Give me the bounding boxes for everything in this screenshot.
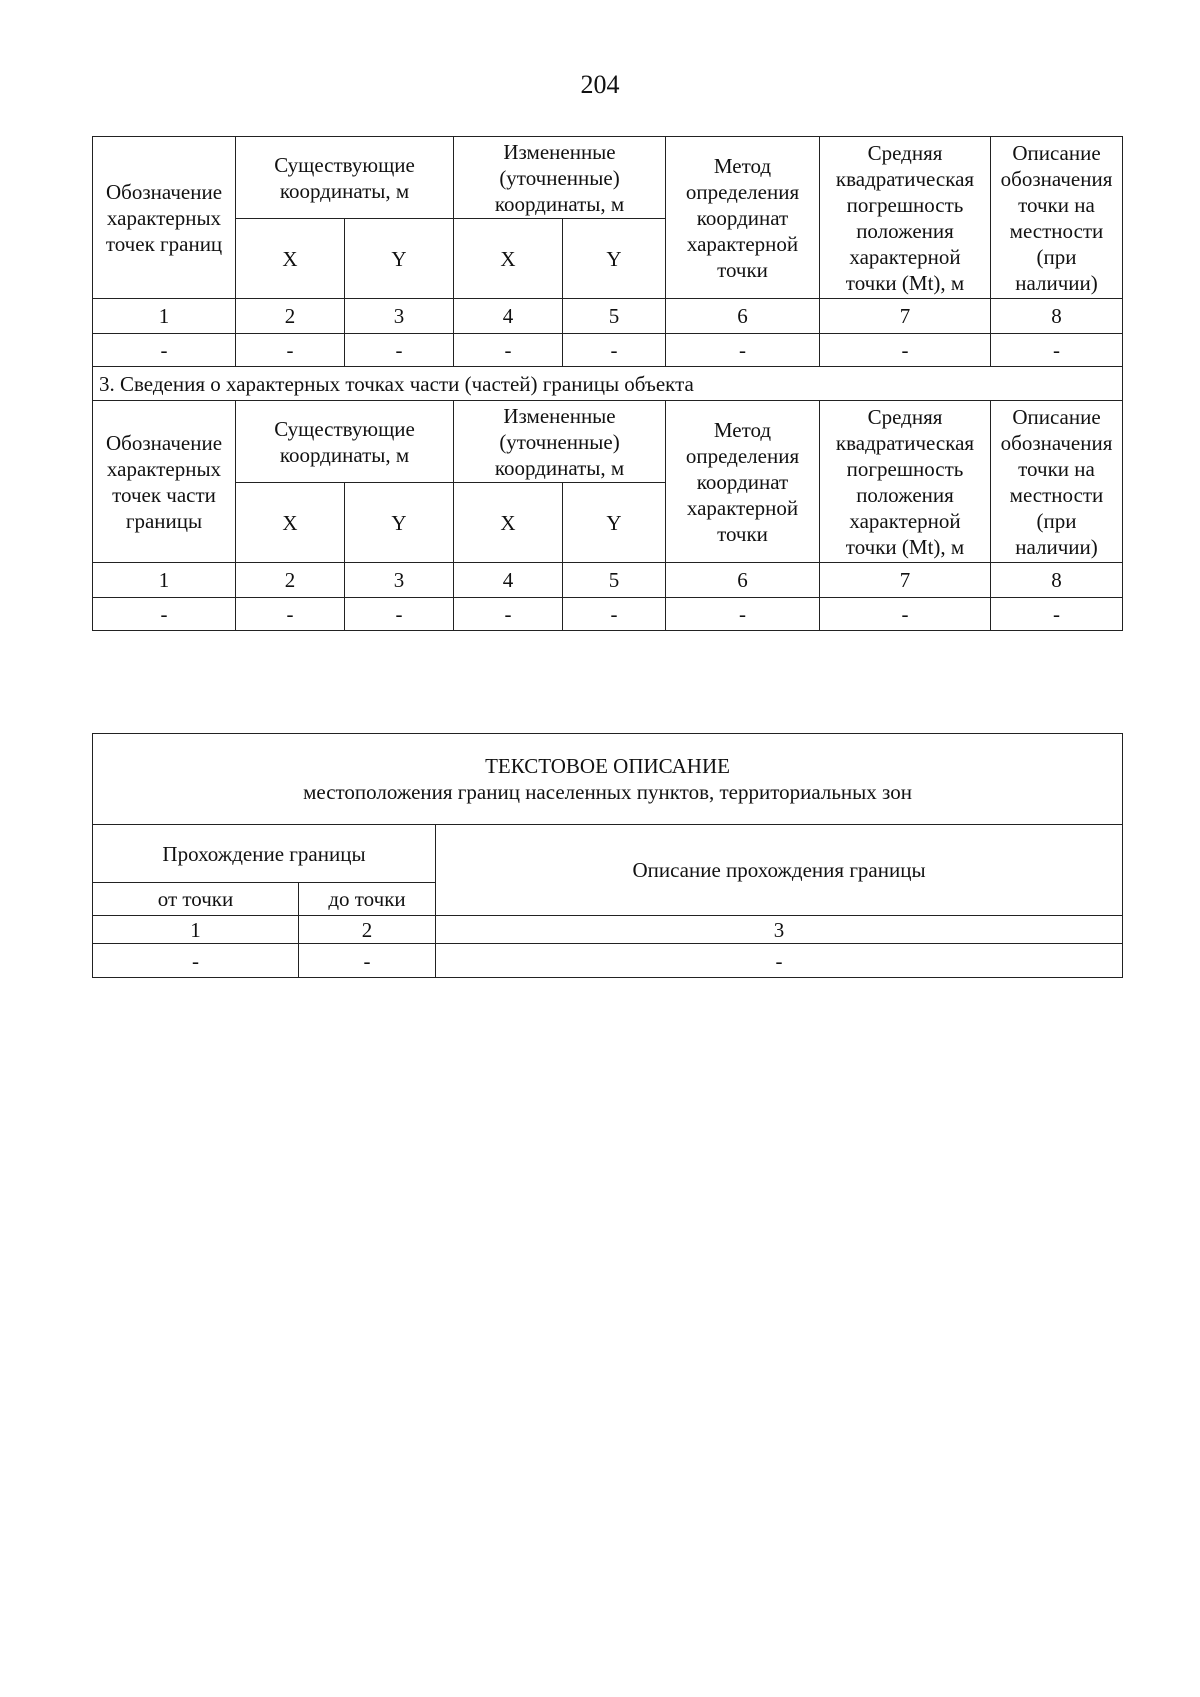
column-number-row [93, 563, 1123, 598]
column-number: 3 [436, 916, 1123, 944]
table-cell: - [345, 598, 454, 631]
page-number: 204 [580, 70, 620, 99]
column-number: 1 [93, 916, 299, 944]
column-number: 1 [93, 563, 236, 598]
table-cell: - [436, 944, 1123, 978]
column-number-row [93, 299, 1123, 334]
header-mean-error: Средняя квадратическая погрешность положения характерной точки (Mt), м [820, 137, 991, 299]
column-number-row [93, 916, 1123, 944]
coordinates-table [92, 136, 1123, 631]
text-description-heading [93, 734, 1123, 825]
header-x: X [236, 219, 345, 299]
table-cell: - [236, 598, 345, 631]
header-x: X [454, 483, 563, 563]
table-cell: - [563, 598, 666, 631]
table-cell: - [454, 598, 563, 631]
header-x: X [236, 483, 345, 563]
header-from-point: от точки [93, 883, 299, 916]
table-cell: - [93, 334, 236, 367]
table-cell: - [93, 944, 299, 978]
table-cell: - [820, 334, 991, 367]
column-number: 4 [454, 563, 563, 598]
column-number: 3 [345, 299, 454, 334]
table-cell: - [666, 598, 820, 631]
column-number: 3 [345, 563, 454, 598]
table-cell: - [454, 334, 563, 367]
column-number: 6 [666, 299, 820, 334]
header-method: Метод определения координат характерной точки [666, 401, 820, 563]
table-cell: - [93, 598, 236, 631]
table-cell: - [991, 598, 1123, 631]
header-existing-coordinates: Существующие координаты, м [236, 401, 454, 483]
text-description-subtitle: местоположения границ населенных пунктов, территориальных зон [303, 780, 912, 804]
header-to-point: до точки [299, 883, 436, 916]
header-point-designation: Обозначение характерных точек границ [93, 137, 236, 299]
column-number: 2 [236, 299, 345, 334]
section-3-title: 3. Сведения о характерных точках части (частей) границы объекта [93, 367, 1123, 401]
column-number: 5 [563, 563, 666, 598]
table-cell: - [991, 334, 1123, 367]
column-number: 8 [991, 299, 1123, 334]
header-method: Метод определения координат характерной точки [666, 137, 820, 299]
column-number: 4 [454, 299, 563, 334]
header-point-description: Описание обозначения точки на местности (при наличии) [991, 401, 1123, 563]
header-point-designation-part: Обозначение характерных точек части границы [93, 401, 236, 563]
column-number: 7 [820, 563, 991, 598]
table-row [93, 944, 1123, 978]
table-cell: - [563, 334, 666, 367]
header-y: Y [563, 483, 666, 563]
column-number: 5 [563, 299, 666, 334]
header-changed-coordinates: Измененные (уточненные) координаты, м [454, 401, 666, 483]
text-description-title: ТЕКСТОВОЕ ОПИСАНИЕ [485, 754, 730, 778]
table-cell: - [299, 944, 436, 978]
table-row [93, 334, 1123, 367]
header-changed-coordinates: Измененные (уточненные) координаты, м [454, 137, 666, 219]
table-cell: - [666, 334, 820, 367]
header-existing-coordinates: Существующие координаты, м [236, 137, 454, 219]
header-y: Y [563, 219, 666, 299]
table-cell: - [236, 334, 345, 367]
header-x: X [454, 219, 563, 299]
header-passage-description: Описание прохождения границы [436, 825, 1123, 916]
column-number: 8 [991, 563, 1123, 598]
header-boundary-passage: Прохождение границы [93, 825, 436, 883]
column-number: 1 [93, 299, 236, 334]
column-number: 7 [820, 299, 991, 334]
column-number: 2 [236, 563, 345, 598]
header-mean-error: Средняя квадратическая погрешность положения характерной точки (Mt), м [820, 401, 991, 563]
column-number: 2 [299, 916, 436, 944]
header-y: Y [345, 483, 454, 563]
table-row [93, 598, 1123, 631]
text-description-table [92, 733, 1123, 978]
table-cell: - [345, 334, 454, 367]
column-number: 6 [666, 563, 820, 598]
table-cell: - [820, 598, 991, 631]
header-point-description: Описание обозначения точки на местности (при наличии) [991, 137, 1123, 299]
header-y: Y [345, 219, 454, 299]
